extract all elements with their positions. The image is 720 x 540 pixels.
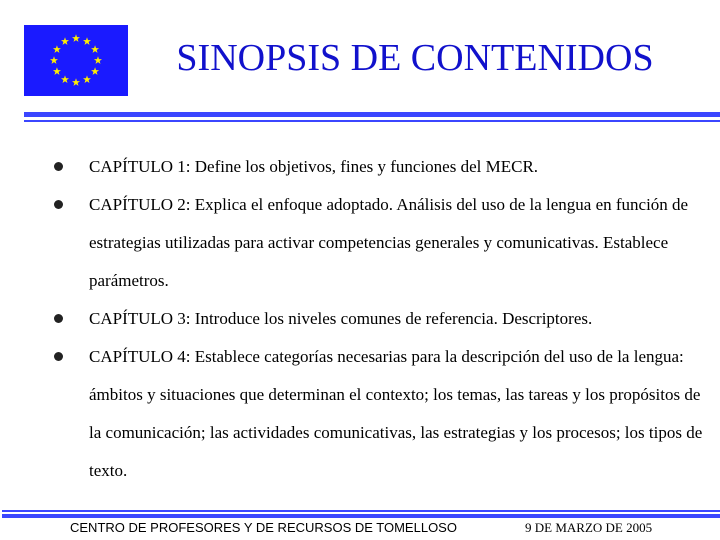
star-icon [53, 45, 61, 53]
list-item [54, 186, 704, 300]
bullet-text: CAPÍTULO 1: Define los objetivos, fines y funciones del MECR. [89, 157, 539, 176]
star-icon [61, 37, 69, 45]
bullet-icon [54, 200, 63, 209]
list-item [54, 300, 704, 338]
bullet-icon [54, 162, 63, 171]
bullet-icon [54, 314, 63, 323]
page-title: SINOPSIS DE CONTENIDOS [176, 37, 654, 79]
footer-organization: CENTRO DE PROFESORES Y DE RECURSOS DE TOMELLOSO [70, 520, 457, 535]
bullet-text: CAPÍTULO 4: Establece categorías necesarias para la descripción del uso de la lengua: ámbitos y situaciones que determinan el contexto; los temas, las tareas y los propósitos de la comunicación; las actividades comunicativas, las estrategias y los procesos; los tipos de texto. [89, 347, 703, 480]
header-divider [24, 112, 720, 117]
star-icon [61, 75, 69, 83]
eu-flag-icon [24, 25, 128, 96]
footer-divider [2, 514, 720, 518]
footer-date: 9 DE MARZO DE 2005 [525, 520, 653, 535]
star-icon [50, 56, 58, 64]
star-icon [72, 78, 80, 86]
star-icon [83, 75, 91, 83]
list-item [54, 148, 704, 186]
star-icon [72, 34, 80, 42]
footer-divider-thin [2, 510, 720, 512]
star-icon [94, 56, 102, 64]
chapter-list [54, 148, 704, 490]
list-item [54, 338, 704, 490]
star-icon [91, 45, 99, 53]
bullet-text: CAPÍTULO 2: Explica el enfoque adoptado. Análisis del uso de la lengua en función de estrategias utilizadas para activar competencias generales y comunicativas. Establece parámetros. [89, 195, 689, 290]
bullet-text: CAPÍTULO 3: Introduce los niveles comunes de referencia. Descriptores. [89, 309, 593, 328]
bullet-icon [54, 352, 63, 361]
star-icon [91, 67, 99, 75]
header-divider-thin [24, 120, 720, 122]
star-icon [53, 67, 61, 75]
star-icon [83, 37, 91, 45]
